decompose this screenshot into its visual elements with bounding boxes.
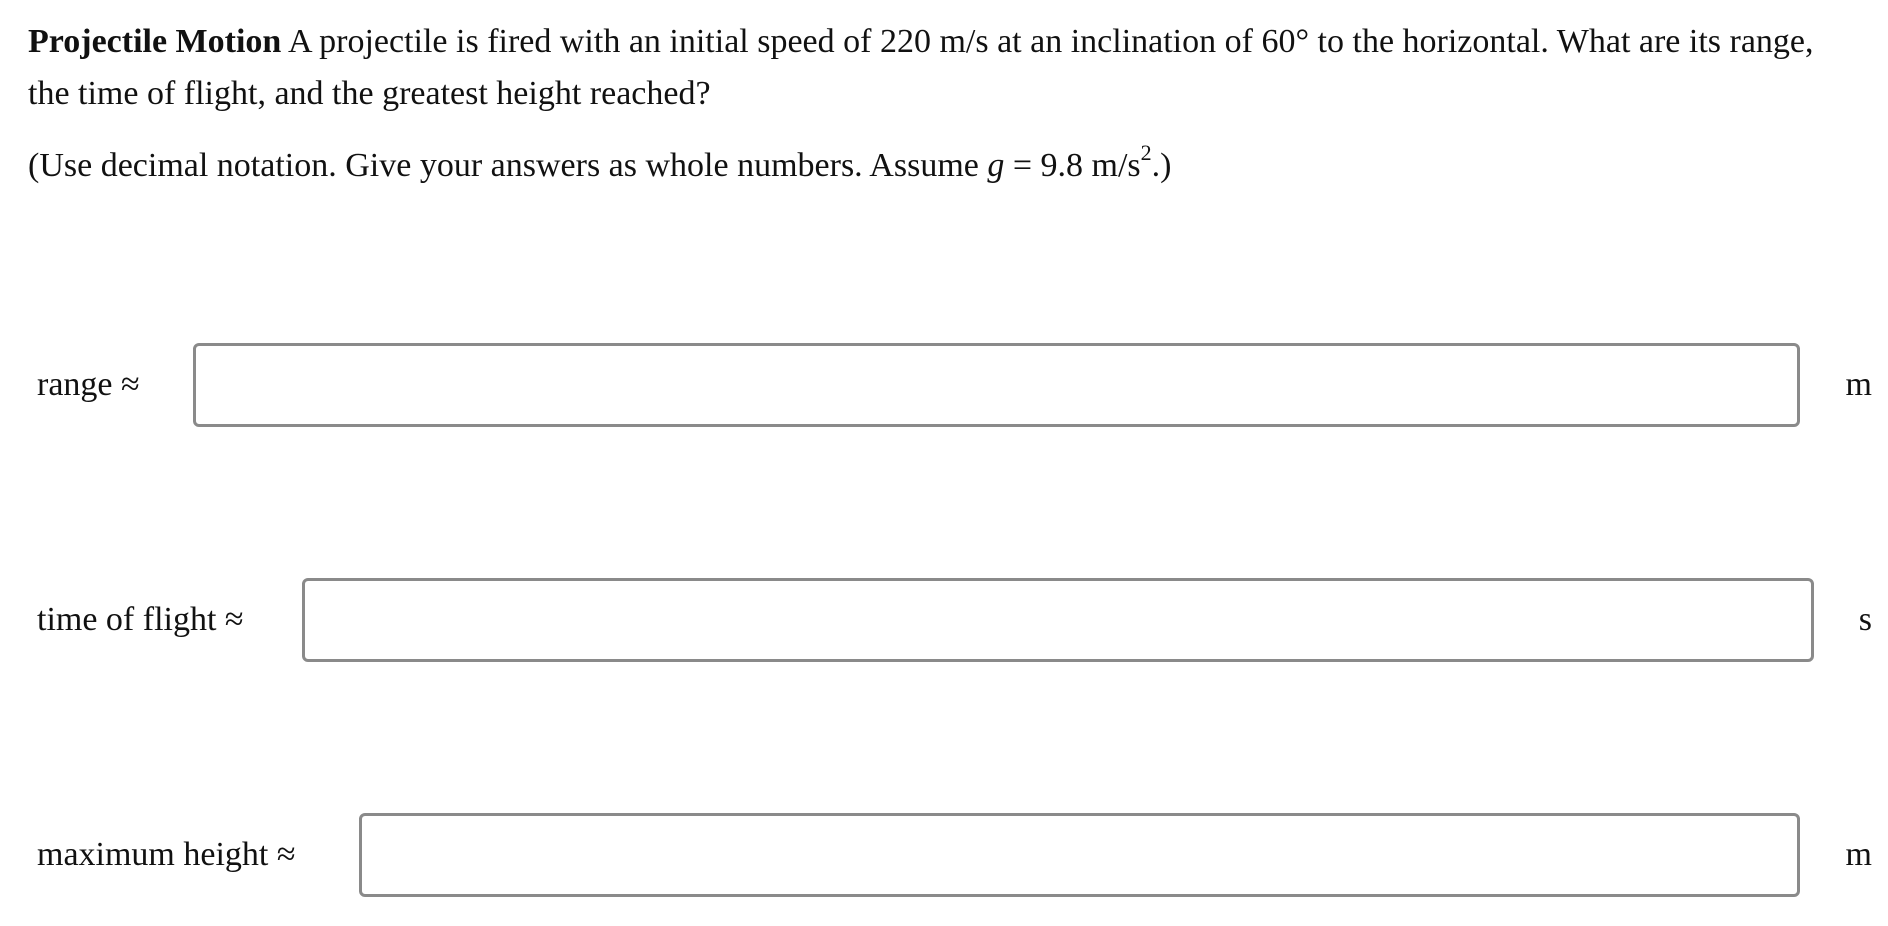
range-input[interactable] <box>193 343 1800 427</box>
note-suffix: .) <box>1151 147 1172 184</box>
question-body: A projectile is fired with an initial speed of 220 m/s at an inclination of 60° to the horizontal. What are its range, the time of flight, and the greatest height reached? <box>28 23 1814 112</box>
time-of-flight-label: time of flight ≈ <box>37 601 244 638</box>
time-of-flight-unit: s <box>1858 601 1872 638</box>
answer-row-time-of-flight <box>0 578 1888 662</box>
maximum-height-label: maximum height ≈ <box>37 836 296 873</box>
question-text-block <box>28 16 1858 192</box>
note-exponent: 2 <box>1140 139 1152 165</box>
gravity-variable: g <box>987 147 1005 184</box>
question-statement <box>28 16 1858 120</box>
question-title: Projectile Motion <box>28 23 282 60</box>
answer-row-range <box>0 343 1888 427</box>
note-equation: = 9.8 m/s <box>1012 147 1141 184</box>
answer-row-maximum-height <box>0 813 1888 897</box>
range-label: range ≈ <box>37 366 140 403</box>
maximum-height-input[interactable] <box>359 813 1800 897</box>
time-of-flight-input[interactable] <box>302 578 1814 662</box>
note-prefix: (Use decimal notation. Give your answers as whole numbers. Assume <box>28 147 979 184</box>
maximum-height-unit: m <box>1845 836 1872 873</box>
range-unit: m <box>1845 366 1872 403</box>
question-instructions <box>28 140 1858 192</box>
